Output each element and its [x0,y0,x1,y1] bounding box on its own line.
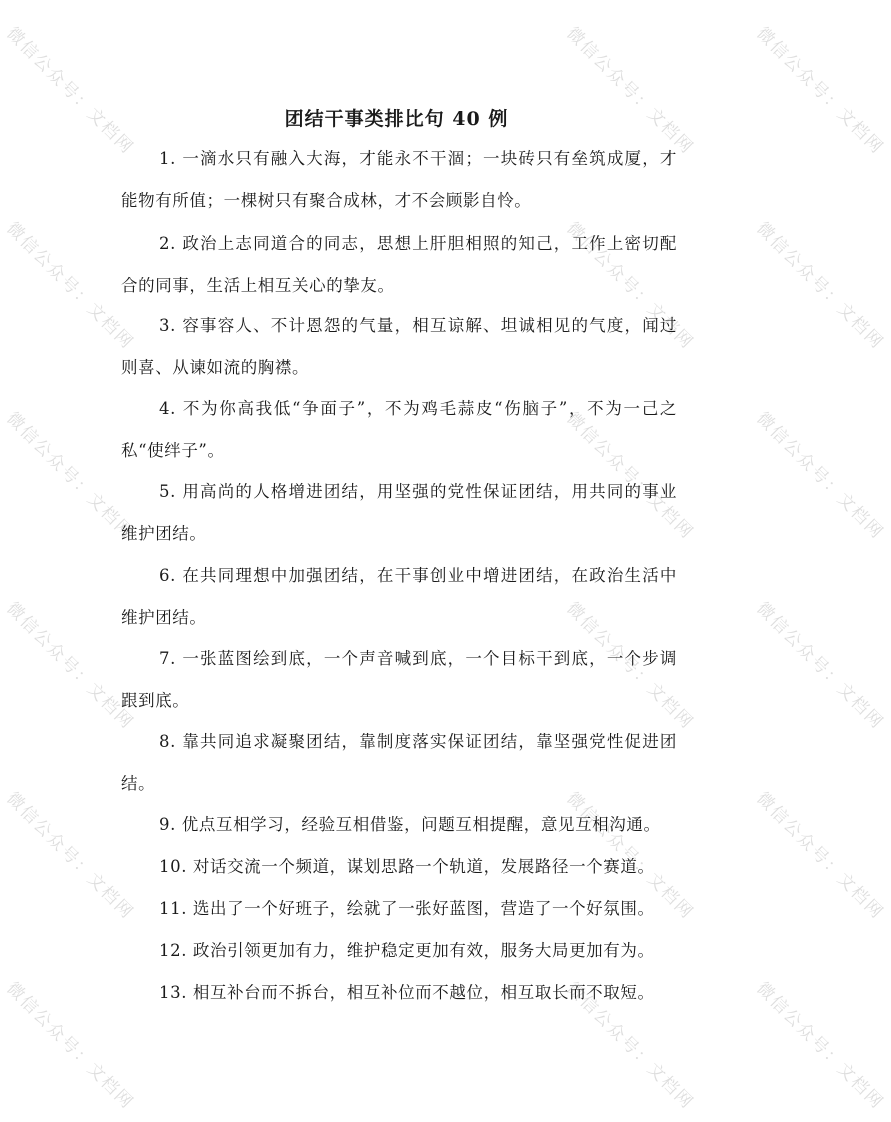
paragraph: 12. 政治引领更加有力，维护稳定更加有效，服务大局更加有为。 [159,941,655,960]
watermark-text: 微信公众号：文档网 [752,23,888,159]
watermark-text: 微信公众号：文档网 [2,788,138,924]
paragraph: 8. 靠共同追求凝聚团结，靠制度落实保证团结，靠坚强党性促进团结。 [121,732,677,793]
watermark-text: 微信公众号：文档网 [2,978,138,1114]
paragraph: 7. 一张蓝图绘到底，一个声音喊到底，一个目标干到底，一个步调跟到底。 [121,649,677,710]
watermark-text: 微信公众号：文档网 [752,218,888,354]
watermark-text: 微信公众号：文档网 [2,598,138,734]
watermark-text: 微信公众号：文档网 [752,788,888,924]
paragraph: 13. 相互补台而不拆台，相互补位而不越位，相互取长而不取短。 [159,983,655,1002]
watermark-text: 微信公众号：文档网 [752,408,888,544]
watermark-text: 微信公众号：文档网 [562,408,698,544]
document-title: 团结干事类排比句 40 例 [284,108,509,130]
watermark-text: 微信公众号：文档网 [752,598,888,734]
watermark-text: 微信公众号：文档网 [752,978,888,1114]
watermark-text: 微信公众号：文档网 [562,218,698,354]
watermark-text: 微信公众号：文档网 [2,23,138,159]
paragraph: 6. 在共同理想中加强团结，在干事创业中增进团结，在政治生活中维护团结。 [121,566,677,627]
paragraph: 4. 不为你高我低“争面子”，不为鸡毛蒜皮“伤脑子”，不为一己之私“使绊子”。 [121,399,677,460]
paragraph: 5. 用高尚的人格增进团结，用坚强的党性保证团结，用共同的事业维护团结。 [121,482,677,543]
paragraph: 11. 选出了一个好班子，绘就了一张好蓝图，营造了一个好氛围。 [159,899,655,918]
watermark-text: 微信公众号：文档网 [2,408,138,544]
paragraph: 9. 优点互相学习，经验互相借鉴，问题互相提醒，意见互相沟通。 [159,815,661,834]
watermark-text: 微信公众号：文档网 [2,218,138,354]
paragraph: 2. 政治上志同道合的同志，思想上肝胆相照的知己，工作上密切配合的同事，生活上相互关心的挚友。 [121,234,677,295]
watermark-text: 微信公众号：文档网 [562,978,698,1114]
watermark-text: 微信公众号：文档网 [562,788,698,924]
watermark-text: 微信公众号：文档网 [562,598,698,734]
paragraph: 1. 一滴水只有融入大海，才能永不干涸；一块砖只有垒筑成厦，才能物有所值；一棵树只有聚合成林，才不会顾影自怜。 [121,149,677,210]
watermark-text: 微信公众号：文档网 [562,23,698,159]
paragraph: 10. 对话交流一个频道，谋划思路一个轨道，发展路径一个赛道。 [159,857,655,876]
paragraph: 3. 容事容人、不计恩怨的气量，相互谅解、坦诚相见的气度，闻过则喜、从谏如流的胸襟。 [121,316,677,377]
